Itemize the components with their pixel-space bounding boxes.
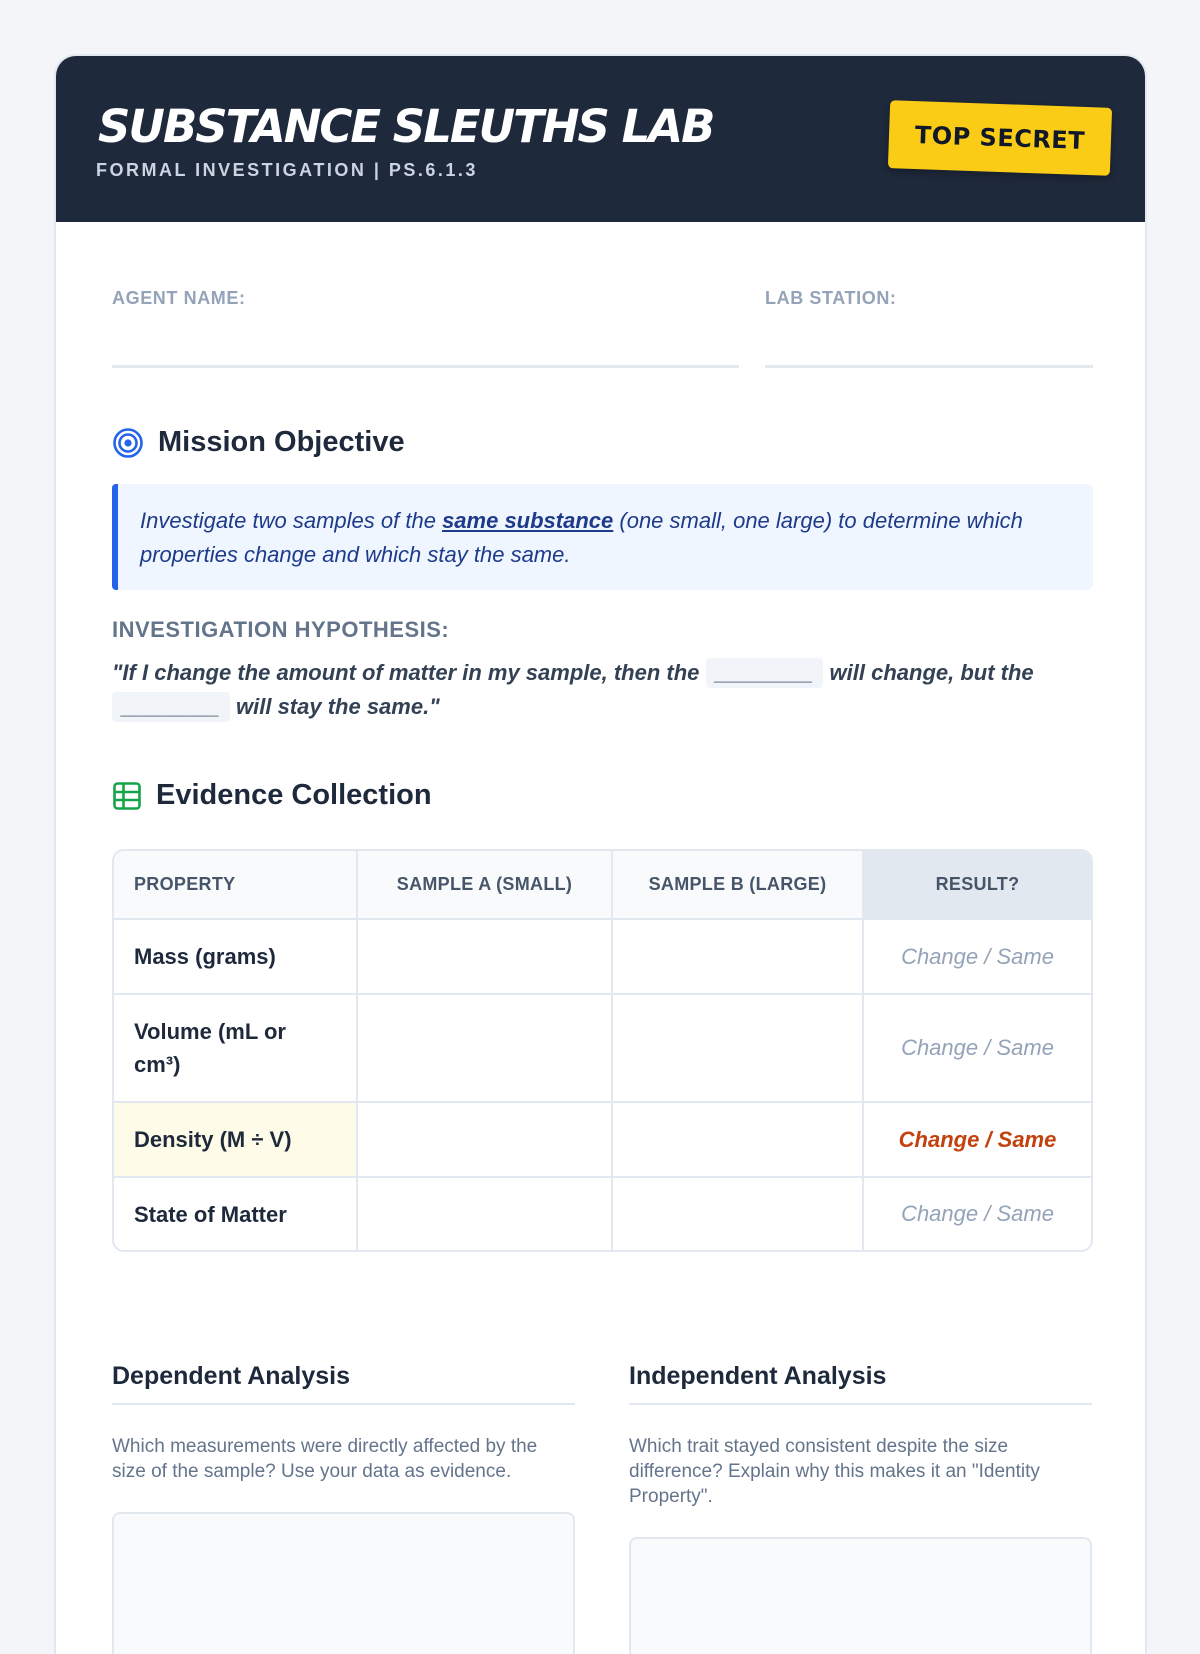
independent-analysis-title: Independent Analysis [629,1362,1092,1405]
table-icon [112,781,142,811]
hypothesis-label: INVESTIGATION HYPOTHESIS: [112,617,450,642]
agent-name-field[interactable] [112,365,739,368]
agent-name-label: AGENT NAME: [112,288,246,308]
sample-a-cell[interactable] [357,919,612,994]
result-cell[interactable]: Change / Same [863,994,1091,1102]
table-header-row [114,851,1091,919]
column-header-sample-b: SAMPLE B (LARGE) [612,851,863,919]
dependent-analysis-title: Dependent Analysis [112,1362,575,1405]
dependent-analysis-prompt: Which measurements were directly affected by the size of the sample? Use your data as evidence. [112,1436,538,1482]
target-icon [112,427,144,459]
hypothesis-part-3: will stay the same." [229,694,440,719]
mission-objective-title: Mission Objective [158,426,405,458]
result-cell[interactable]: Change / Same [863,919,1091,994]
evidence-collection-title: Evidence Collection [156,779,432,811]
sample-b-cell[interactable] [612,919,863,994]
lab-station-label: LAB STATION: [765,288,897,308]
evidence-table [112,849,1093,1252]
objective-text-start: Investigate two samples of the [140,508,443,533]
sample-b-cell[interactable] [612,1177,863,1250]
column-header-sample-a: SAMPLE A (SMALL) [357,851,612,919]
evidence-collection-heading [112,779,432,812]
sample-a-cell[interactable] [357,1177,612,1250]
dependent-answer-box[interactable] [112,1512,575,1654]
hypothesis-blank-2[interactable]: ________ [112,692,230,722]
objective-emphasis: same substance [442,508,614,533]
table-row [114,1102,1091,1177]
column-header-result: RESULT? [863,851,1091,919]
mission-objective-heading [112,426,405,459]
hypothesis-part-2: will change, but the [823,660,1034,685]
table-row [114,994,1091,1102]
worksheet-header [56,56,1145,222]
result-cell[interactable]: Change / Same [901,1201,1054,1226]
mission-objective-box [112,484,1093,590]
property-cell-highlighted: Density (M ÷ V) [114,1102,357,1177]
hypothesis-part-1: "If I change the amount of matter in my sample, then the [112,660,706,685]
table-row [114,1177,1091,1250]
result-cell-highlighted[interactable]: Change / Same [863,1102,1091,1177]
independent-answer-box[interactable] [629,1537,1092,1654]
sample-a-cell[interactable] [357,1102,612,1177]
table-row [114,919,1091,994]
objective-text-end: (one small, one large) to determine which properties change and which stay the same. [140,508,1023,567]
independent-analysis-prompt: Which trait stayed consistent despite the size difference? Explain why this makes it an "Identity Property". [629,1436,1040,1507]
top-secret-stamp: TOP SECRET [888,100,1112,176]
column-header-property: PROPERTY [114,851,357,919]
sample-b-cell[interactable] [612,1102,863,1177]
worksheet-title: SUBSTANCE SLEUTHS LAB [98,100,714,153]
property-cell: Volume (mL or cm³) [114,994,357,1102]
sample-a-cell[interactable] [357,994,612,1102]
hypothesis-statement [112,656,1102,724]
worksheet-subtitle: FORMAL INVESTIGATION | PS.6.1.3 [96,160,478,180]
hypothesis-blank-1[interactable]: ________ [706,658,824,688]
property-cell: State of Matter [114,1177,357,1250]
sample-b-cell[interactable] [612,994,863,1102]
lab-station-field[interactable] [765,365,1093,368]
lab-worksheet [54,54,1147,1654]
property-cell: Mass (grams) [114,919,357,994]
